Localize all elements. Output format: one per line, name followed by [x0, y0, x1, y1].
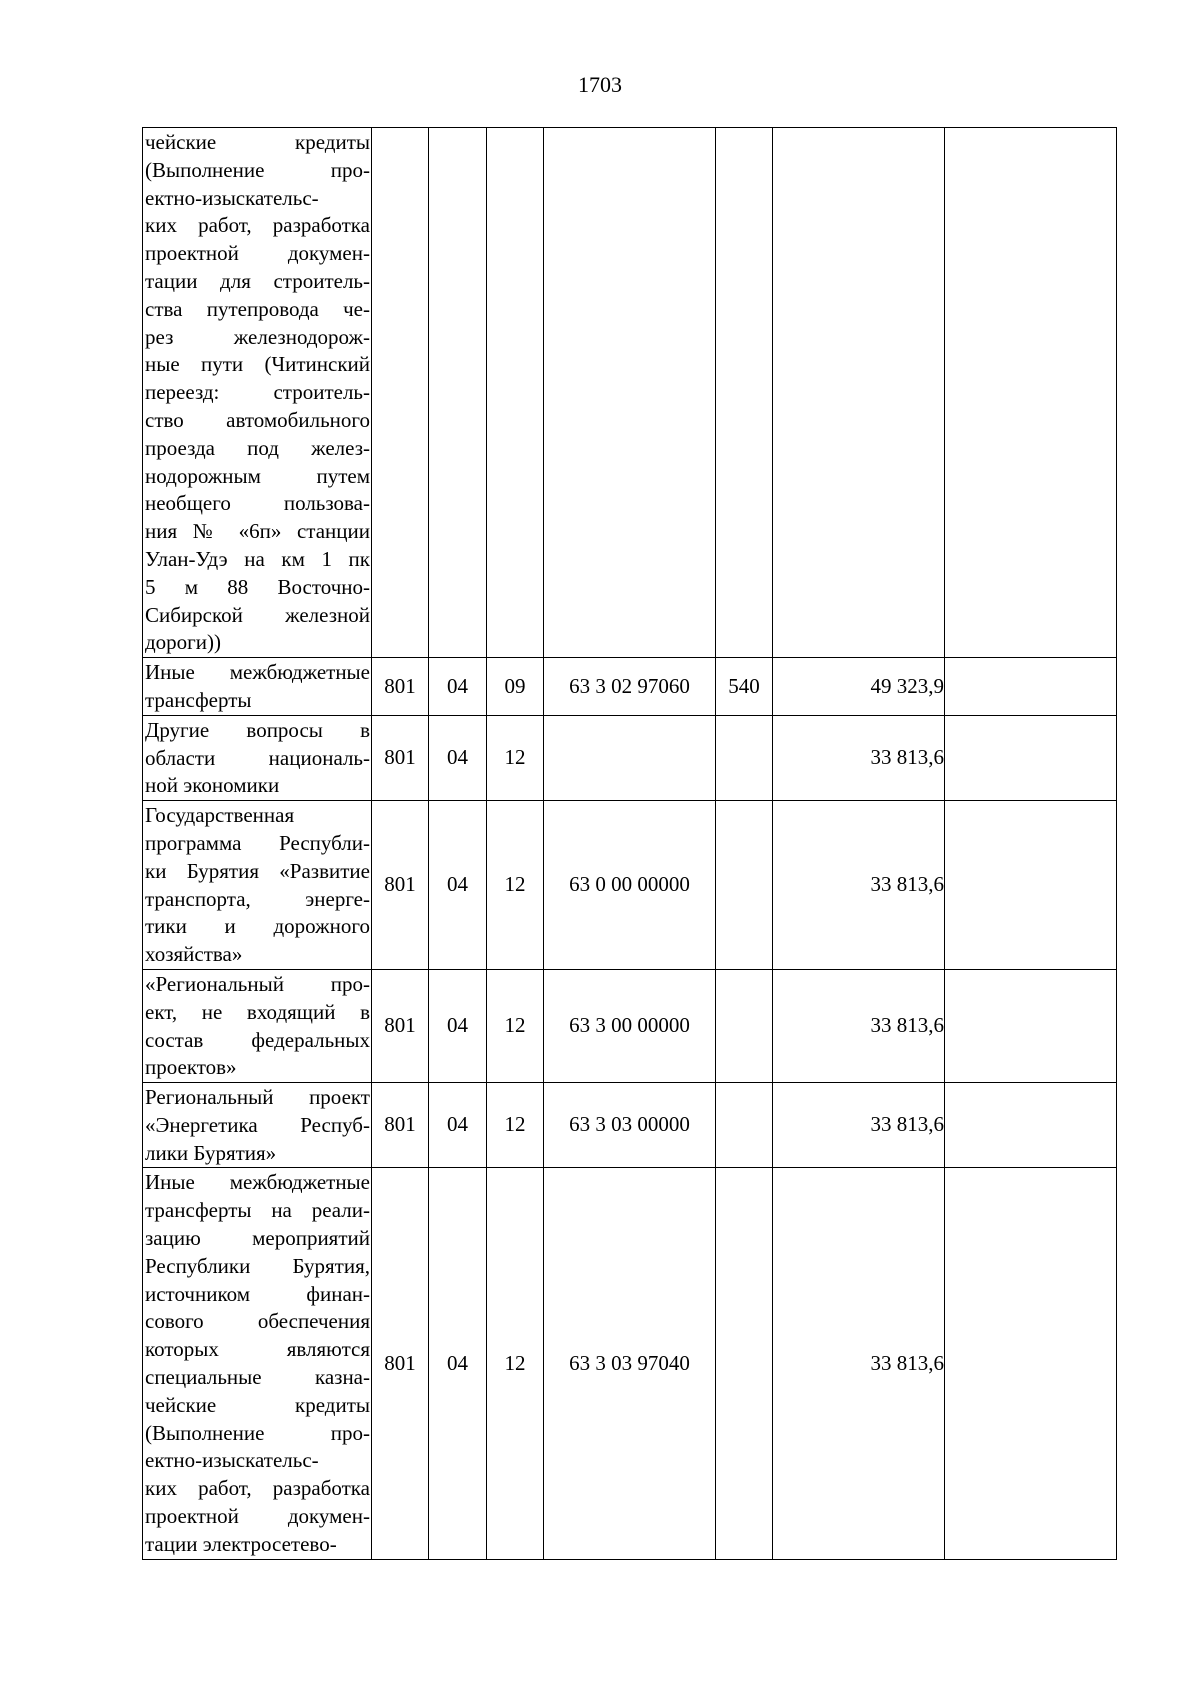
description-line: тации для строитель-	[145, 268, 370, 293]
target-article-cell	[544, 128, 716, 658]
page-number: 1703	[578, 72, 622, 97]
target-article-cell	[544, 715, 716, 800]
expense-type-cell: 540	[716, 658, 773, 716]
description-line: чейские кредиты	[145, 130, 370, 154]
subsection-code-cell: 12	[487, 1083, 544, 1168]
description-line: проектов»	[145, 1055, 237, 1080]
target-article-cell: 63 0 00 00000	[544, 801, 716, 970]
description-line: (Выполнение про-	[145, 1420, 370, 1445]
description-line: тации электросетево-	[145, 1531, 337, 1556]
amount-cell: 49 323,9	[773, 658, 945, 716]
amount-cell: 33 813,6	[773, 1083, 945, 1168]
description-line: ких работ, разработка	[145, 213, 370, 238]
expense-type-cell	[716, 715, 773, 800]
ministry-code-cell: 801	[372, 969, 429, 1082]
description-line: ния № «6п» станции	[145, 519, 370, 544]
subsection-code-cell: 12	[487, 801, 544, 970]
description-line: зацию мероприятий	[145, 1226, 370, 1251]
table-row	[143, 128, 1117, 658]
description-line: «Региональный про-	[145, 971, 370, 996]
ministry-code-cell: 801	[372, 801, 429, 970]
ministry-code-cell: 801	[372, 715, 429, 800]
description-line: тики и дорожного	[145, 914, 370, 939]
subsection-code-cell: 12	[487, 969, 544, 1082]
description-line: ект, не входящий в	[145, 999, 370, 1024]
description-line: Региональный проект	[145, 1085, 370, 1110]
description-line: ких работ, разработка	[145, 1476, 370, 1501]
ministry-code-cell: 801	[372, 1168, 429, 1559]
description-line: которых являются	[145, 1337, 370, 1362]
description-cell	[143, 1168, 372, 1559]
amount-cell: 33 813,6	[773, 969, 945, 1082]
description-line: необщего пользова-	[145, 491, 370, 516]
section-code-cell: 04	[429, 658, 487, 716]
expense-type-cell	[716, 1168, 773, 1559]
description-line: ки Бурятия «Развитие	[145, 858, 370, 883]
description-line: сового обеспечения	[145, 1309, 370, 1334]
section-code-cell	[429, 128, 487, 658]
target-article-cell: 63 3 02 97060	[544, 658, 716, 716]
description-cell	[143, 969, 372, 1082]
description-line: Другие вопросы в	[145, 717, 370, 742]
description-line: Республики Бурятия,	[145, 1253, 370, 1278]
table-row	[143, 715, 1117, 800]
section-code-cell: 04	[429, 715, 487, 800]
subsection-code-cell: 12	[487, 1168, 544, 1559]
table-row	[143, 969, 1117, 1082]
description-cell	[143, 801, 372, 970]
description-line: чейские кредиты	[145, 1392, 370, 1417]
table-row	[143, 1083, 1117, 1168]
extra-cell	[945, 658, 1117, 716]
section-code-cell: 04	[429, 801, 487, 970]
description-line: рез железнодорож-	[145, 324, 370, 349]
description-line: ной экономики	[145, 773, 280, 798]
section-code-cell: 04	[429, 969, 487, 1082]
description-line: трансферты на реали-	[145, 1198, 370, 1223]
description-line: переезд: строитель-	[145, 380, 370, 405]
ministry-code-cell: 801	[372, 1083, 429, 1168]
description-line: области националь-	[145, 745, 370, 770]
description-cell	[143, 1083, 372, 1168]
budget-table	[142, 127, 1117, 1560]
description-line: ектно-изыскательс-	[145, 1448, 319, 1473]
ministry-code-cell	[372, 128, 429, 658]
table-row	[143, 1168, 1117, 1559]
subsection-code-cell: 12	[487, 715, 544, 800]
description-line: проезда под желез-	[145, 435, 370, 460]
target-article-cell: 63 3 03 97040	[544, 1168, 716, 1559]
expense-type-cell	[716, 969, 773, 1082]
expense-type-cell	[716, 801, 773, 970]
description-line: проектной докумен-	[145, 1504, 370, 1529]
description-line: (Выполнение про-	[145, 157, 370, 182]
subsection-code-cell	[487, 128, 544, 658]
description-line: проектной докумен-	[145, 241, 370, 266]
description-line: «Энергетика Респуб-	[145, 1112, 370, 1137]
ministry-code-cell: 801	[372, 658, 429, 716]
amount-cell: 33 813,6	[773, 715, 945, 800]
description-line: источником финан-	[145, 1281, 370, 1306]
description-line: Улан-Удэ на км 1 пк	[145, 546, 370, 571]
subsection-code-cell: 09	[487, 658, 544, 716]
table-row	[143, 658, 1117, 716]
description-line: Государственная	[145, 803, 295, 828]
description-cell	[143, 128, 372, 658]
target-article-cell: 63 3 00 00000	[544, 969, 716, 1082]
description-line: Иные межбюджетные	[145, 1170, 370, 1195]
description-line: ные пути (Читинский	[145, 352, 370, 377]
description-line: трансферты	[145, 687, 252, 712]
extra-cell	[945, 801, 1117, 970]
extra-cell	[945, 715, 1117, 800]
expense-type-cell	[716, 1083, 773, 1168]
extra-cell	[945, 128, 1117, 658]
extra-cell	[945, 969, 1117, 1082]
description-line: специальные казна-	[145, 1365, 370, 1390]
extra-cell	[945, 1168, 1117, 1559]
section-code-cell: 04	[429, 1083, 487, 1168]
description-line: ства путепровода че-	[145, 296, 370, 321]
description-line: 5 м 88 Восточно-	[145, 574, 370, 599]
description-cell	[143, 715, 372, 800]
section-code-cell: 04	[429, 1168, 487, 1559]
amount-cell	[773, 128, 945, 658]
description-line: хозяйства»	[145, 942, 243, 967]
expense-type-cell	[716, 128, 773, 658]
table-row	[143, 801, 1117, 970]
description-line: лики Бурятия»	[145, 1140, 277, 1165]
description-line: Сибирской железной	[145, 602, 370, 627]
extra-cell	[945, 1083, 1117, 1168]
description-line: Иные межбюджетные	[145, 660, 370, 685]
description-line: нодорожным путем	[145, 463, 370, 488]
amount-cell: 33 813,6	[773, 801, 945, 970]
description-line: программа Республи-	[145, 830, 370, 855]
description-line: ектно-изыскательс-	[145, 185, 319, 210]
target-article-cell: 63 3 03 00000	[544, 1083, 716, 1168]
table-body	[143, 128, 1117, 1560]
description-line: дороги))	[145, 630, 222, 655]
description-cell	[143, 658, 372, 716]
description-line: ство автомобильного	[145, 407, 370, 432]
amount-cell: 33 813,6	[773, 1168, 945, 1559]
description-line: состав федеральных	[145, 1027, 370, 1052]
description-line: транспорта, энерге-	[145, 886, 370, 911]
